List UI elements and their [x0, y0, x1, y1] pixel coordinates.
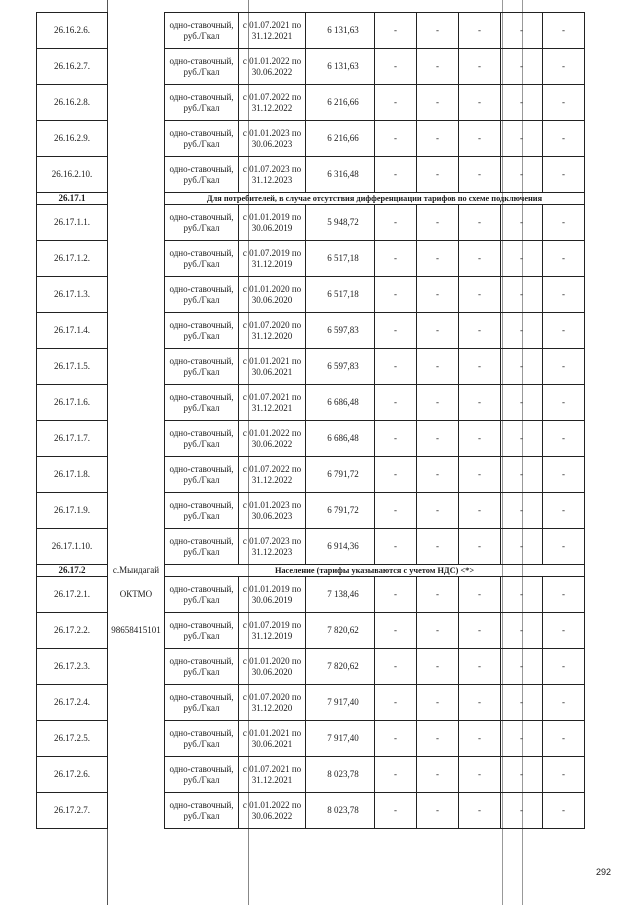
rate-type-cell: одно-ставочный, руб./Гкал — [165, 241, 239, 277]
rate-type-cell: одно-ставочный, руб./Гкал — [165, 793, 239, 829]
empty-value-cell: - — [501, 529, 543, 565]
empty-value-cell: - — [459, 13, 501, 49]
empty-value-cell: - — [501, 313, 543, 349]
section-row — [37, 193, 585, 205]
empty-value-cell: - — [501, 349, 543, 385]
rate-type-cell: одно-ставочный, руб./Гкал — [165, 457, 239, 493]
empty-value-cell: - — [459, 241, 501, 277]
empty-value-cell: - — [417, 13, 459, 49]
empty-value-cell: - — [501, 13, 543, 49]
section-title: Население (тарифы указываются с учетом НДС) <*> — [165, 565, 585, 577]
row-code: 26.17.1.3. — [37, 277, 108, 313]
tariff-row — [37, 121, 585, 157]
empty-value-cell: - — [417, 49, 459, 85]
municipality-cell — [108, 121, 165, 157]
empty-value-cell: - — [543, 277, 585, 313]
empty-value-cell: - — [417, 649, 459, 685]
empty-value-cell: - — [417, 493, 459, 529]
empty-value-cell: - — [375, 613, 417, 649]
tariff-value-cell: 6 131,63 — [306, 13, 375, 49]
period-cell: с 01.01.2022 по 30.06.2022 — [239, 49, 306, 85]
row-code: 26.16.2.6. — [37, 13, 108, 49]
row-code: 26.16.2.10. — [37, 157, 108, 193]
empty-value-cell: - — [543, 85, 585, 121]
municipality-cell — [108, 193, 165, 205]
empty-value-cell: - — [459, 649, 501, 685]
empty-value-cell: - — [459, 613, 501, 649]
empty-value-cell: - — [501, 577, 543, 613]
tariff-row — [37, 493, 585, 529]
empty-value-cell: - — [375, 13, 417, 49]
tariff-value-cell: 7 820,62 — [306, 613, 375, 649]
empty-value-cell: - — [417, 313, 459, 349]
tariff-row — [37, 241, 585, 277]
empty-value-cell: - — [501, 121, 543, 157]
municipality-cell: ОКТМО — [108, 577, 165, 613]
rate-type-cell: одно-ставочный, руб./Гкал — [165, 685, 239, 721]
empty-value-cell: - — [375, 721, 417, 757]
row-code: 26.17.2.4. — [37, 685, 108, 721]
rate-type-cell: одно-ставочный, руб./Гкал — [165, 349, 239, 385]
empty-value-cell: - — [543, 49, 585, 85]
empty-value-cell: - — [543, 493, 585, 529]
tariff-row — [37, 649, 585, 685]
tariff-value-cell: 7 917,40 — [306, 721, 375, 757]
row-code: 26.17.1.4. — [37, 313, 108, 349]
municipality-cell — [108, 493, 165, 529]
empty-value-cell: - — [459, 529, 501, 565]
empty-value-cell: - — [375, 349, 417, 385]
tariff-row — [37, 793, 585, 829]
tariff-value-cell: 8 023,78 — [306, 757, 375, 793]
row-code: 26.16.2.9. — [37, 121, 108, 157]
empty-value-cell: - — [417, 685, 459, 721]
municipality-cell — [108, 205, 165, 241]
page-number: 292 — [596, 867, 612, 877]
empty-value-cell: - — [459, 205, 501, 241]
municipality-cell: с.Мыидагай — [108, 565, 165, 577]
tariff-table — [36, 12, 585, 829]
rate-type-cell: одно-ставочный, руб./Гкал — [165, 205, 239, 241]
empty-value-cell: - — [375, 121, 417, 157]
empty-value-cell: - — [501, 205, 543, 241]
row-code: 26.17.2.5. — [37, 721, 108, 757]
empty-value-cell: - — [543, 421, 585, 457]
row-code: 26.17.1.10. — [37, 529, 108, 565]
period-cell: с 01.01.2022 по 30.06.2022 — [239, 421, 306, 457]
period-cell: с 01.07.2023 по 31.12.2023 — [239, 157, 306, 193]
tariff-value-cell: 6 597,83 — [306, 349, 375, 385]
rate-type-cell: одно-ставочный, руб./Гкал — [165, 385, 239, 421]
empty-value-cell: - — [459, 313, 501, 349]
empty-value-cell: - — [417, 721, 459, 757]
empty-value-cell: - — [459, 793, 501, 829]
period-cell: с 01.01.2023 по 30.06.2023 — [239, 493, 306, 529]
empty-value-cell: - — [417, 205, 459, 241]
tariff-value-cell: 6 517,18 — [306, 277, 375, 313]
tariff-value-cell: 6 597,83 — [306, 313, 375, 349]
period-cell: с 01.01.2020 по 30.06.2020 — [239, 277, 306, 313]
row-code: 26.17.2.3. — [37, 649, 108, 685]
period-cell: с 01.01.2023 по 30.06.2023 — [239, 121, 306, 157]
row-code: 26.17.1.5. — [37, 349, 108, 385]
period-cell: с 01.01.2020 по 30.06.2020 — [239, 649, 306, 685]
rate-type-cell: одно-ставочный, руб./Гкал — [165, 421, 239, 457]
rate-type-cell: одно-ставочный, руб./Гкал — [165, 649, 239, 685]
tariff-row — [37, 577, 585, 613]
period-cell: с 01.07.2021 по 31.12.2021 — [239, 385, 306, 421]
empty-value-cell: - — [417, 793, 459, 829]
empty-value-cell: - — [459, 493, 501, 529]
empty-value-cell: - — [459, 457, 501, 493]
empty-value-cell: - — [501, 757, 543, 793]
period-cell: с 01.01.2019 по 30.06.2019 — [239, 577, 306, 613]
tariff-value-cell: 6 316,48 — [306, 157, 375, 193]
municipality-cell: 98658415101 — [108, 613, 165, 649]
empty-value-cell: - — [375, 85, 417, 121]
rate-type-cell: одно-ставочный, руб./Гкал — [165, 721, 239, 757]
empty-value-cell: - — [459, 349, 501, 385]
rate-type-cell: одно-ставочный, руб./Гкал — [165, 529, 239, 565]
section-title: Для потребителей, в случае отсутствия дифференциации тарифов по схеме подключения — [165, 193, 585, 205]
empty-value-cell: - — [375, 49, 417, 85]
tariff-row — [37, 685, 585, 721]
municipality-cell — [108, 721, 165, 757]
empty-value-cell: - — [543, 649, 585, 685]
empty-value-cell: - — [375, 685, 417, 721]
period-cell: с 01.01.2021 по 30.06.2021 — [239, 721, 306, 757]
empty-value-cell: - — [501, 685, 543, 721]
tariff-row — [37, 85, 585, 121]
tariff-value-cell: 7 820,62 — [306, 649, 375, 685]
empty-value-cell: - — [501, 49, 543, 85]
period-cell: с 01.07.2022 по 31.12.2022 — [239, 457, 306, 493]
empty-value-cell: - — [459, 277, 501, 313]
empty-value-cell: - — [459, 157, 501, 193]
tariff-table-body — [37, 13, 585, 829]
empty-value-cell: - — [543, 457, 585, 493]
tariff-row — [37, 205, 585, 241]
tariff-value-cell: 7 917,40 — [306, 685, 375, 721]
empty-value-cell: - — [543, 793, 585, 829]
tariff-value-cell: 8 023,78 — [306, 793, 375, 829]
period-cell: с 01.01.2019 по 30.06.2019 — [239, 205, 306, 241]
empty-value-cell: - — [459, 577, 501, 613]
empty-value-cell: - — [417, 241, 459, 277]
empty-value-cell: - — [375, 793, 417, 829]
period-cell: с 01.07.2023 по 31.12.2023 — [239, 529, 306, 565]
period-cell: с 01.07.2020 по 31.12.2020 — [239, 313, 306, 349]
municipality-cell — [108, 49, 165, 85]
empty-value-cell: - — [459, 421, 501, 457]
rate-type-cell: одно-ставочный, руб./Гкал — [165, 577, 239, 613]
empty-value-cell: - — [375, 421, 417, 457]
rate-type-cell: одно-ставочный, руб./Гкал — [165, 121, 239, 157]
row-code: 26.17.2.1. — [37, 577, 108, 613]
empty-value-cell: - — [501, 241, 543, 277]
rate-type-cell: одно-ставочный, руб./Гкал — [165, 157, 239, 193]
empty-value-cell: - — [543, 349, 585, 385]
empty-value-cell: - — [459, 85, 501, 121]
empty-value-cell: - — [543, 121, 585, 157]
empty-value-cell: - — [417, 157, 459, 193]
period-cell: с 01.07.2022 по 31.12.2022 — [239, 85, 306, 121]
row-code: 26.17.1.2. — [37, 241, 108, 277]
empty-value-cell: - — [417, 757, 459, 793]
rate-type-cell: одно-ставочный, руб./Гкал — [165, 757, 239, 793]
tariff-value-cell: 6 791,72 — [306, 493, 375, 529]
municipality-cell — [108, 349, 165, 385]
empty-value-cell: - — [543, 721, 585, 757]
rate-type-cell: одно-ставочный, руб./Гкал — [165, 13, 239, 49]
empty-value-cell: - — [501, 721, 543, 757]
period-cell: с 01.01.2022 по 30.06.2022 — [239, 793, 306, 829]
empty-value-cell: - — [375, 493, 417, 529]
municipality-cell — [108, 793, 165, 829]
empty-value-cell: - — [543, 205, 585, 241]
tariff-row — [37, 613, 585, 649]
empty-value-cell: - — [459, 685, 501, 721]
tariff-value-cell: 6 914,36 — [306, 529, 375, 565]
empty-value-cell: - — [417, 421, 459, 457]
municipality-cell — [108, 85, 165, 121]
empty-value-cell: - — [375, 277, 417, 313]
tariff-value-cell: 6 216,66 — [306, 121, 375, 157]
row-code: 26.17.1.7. — [37, 421, 108, 457]
row-code: 26.17.2.6. — [37, 757, 108, 793]
municipality-cell — [108, 457, 165, 493]
empty-value-cell: - — [375, 313, 417, 349]
tariff-row — [37, 529, 585, 565]
municipality-cell — [108, 277, 165, 313]
empty-value-cell: - — [417, 85, 459, 121]
empty-value-cell: - — [375, 205, 417, 241]
empty-value-cell: - — [375, 577, 417, 613]
municipality-cell — [108, 313, 165, 349]
tariff-value-cell: 6 791,72 — [306, 457, 375, 493]
empty-value-cell: - — [501, 421, 543, 457]
empty-value-cell: - — [501, 277, 543, 313]
empty-value-cell: - — [417, 529, 459, 565]
rate-type-cell: одно-ставочный, руб./Гкал — [165, 313, 239, 349]
rate-type-cell: одно-ставочный, руб./Гкал — [165, 613, 239, 649]
empty-value-cell: - — [417, 385, 459, 421]
empty-value-cell: - — [543, 577, 585, 613]
empty-value-cell: - — [375, 457, 417, 493]
empty-value-cell: - — [375, 649, 417, 685]
row-code: 26.16.2.7. — [37, 49, 108, 85]
empty-value-cell: - — [375, 241, 417, 277]
empty-value-cell: - — [459, 757, 501, 793]
tariff-row — [37, 313, 585, 349]
row-code: 26.17.1.1. — [37, 205, 108, 241]
tariff-value-cell: 5 948,72 — [306, 205, 375, 241]
municipality-cell — [108, 757, 165, 793]
tariff-row — [37, 757, 585, 793]
municipality-cell — [108, 385, 165, 421]
row-code: 26.17.1.9. — [37, 493, 108, 529]
row-code: 26.17.1.6. — [37, 385, 108, 421]
section-code: 26.17.1 — [37, 193, 108, 205]
tariff-value-cell: 6 517,18 — [306, 241, 375, 277]
section-code: 26.17.2 — [37, 565, 108, 577]
tariff-row — [37, 277, 585, 313]
empty-value-cell: - — [543, 685, 585, 721]
empty-value-cell: - — [543, 241, 585, 277]
empty-value-cell: - — [459, 121, 501, 157]
tariff-row — [37, 721, 585, 757]
row-code: 26.16.2.8. — [37, 85, 108, 121]
empty-value-cell: - — [543, 157, 585, 193]
row-code: 26.17.2.7. — [37, 793, 108, 829]
municipality-cell — [108, 529, 165, 565]
row-code: 26.17.2.2. — [37, 613, 108, 649]
empty-value-cell: - — [375, 385, 417, 421]
empty-value-cell: - — [543, 13, 585, 49]
tariff-row — [37, 13, 585, 49]
section-row — [37, 565, 585, 577]
empty-value-cell: - — [417, 577, 459, 613]
empty-value-cell: - — [417, 349, 459, 385]
empty-value-cell: - — [459, 49, 501, 85]
rate-type-cell: одно-ставочный, руб./Гкал — [165, 49, 239, 85]
period-cell: с 01.01.2021 по 30.06.2021 — [239, 349, 306, 385]
tariff-row — [37, 421, 585, 457]
empty-value-cell: - — [417, 613, 459, 649]
period-cell: с 01.07.2019 по 31.12.2019 — [239, 241, 306, 277]
municipality-cell — [108, 685, 165, 721]
empty-value-cell: - — [375, 157, 417, 193]
rate-type-cell: одно-ставочный, руб./Гкал — [165, 493, 239, 529]
period-cell: с 01.07.2021 по 31.12.2021 — [239, 13, 306, 49]
empty-value-cell: - — [543, 385, 585, 421]
tariff-value-cell: 6 686,48 — [306, 385, 375, 421]
municipality-cell — [108, 157, 165, 193]
empty-value-cell: - — [501, 157, 543, 193]
empty-value-cell: - — [543, 757, 585, 793]
empty-value-cell: - — [375, 757, 417, 793]
empty-value-cell: - — [501, 493, 543, 529]
period-cell: с 01.07.2019 по 31.12.2019 — [239, 613, 306, 649]
empty-value-cell: - — [501, 613, 543, 649]
empty-value-cell: - — [501, 385, 543, 421]
municipality-cell — [108, 13, 165, 49]
empty-value-cell: - — [417, 457, 459, 493]
empty-value-cell: - — [543, 613, 585, 649]
tariff-row — [37, 157, 585, 193]
empty-value-cell: - — [501, 85, 543, 121]
municipality-cell — [108, 241, 165, 277]
rate-type-cell: одно-ставочный, руб./Гкал — [165, 85, 239, 121]
tariff-value-cell: 7 138,46 — [306, 577, 375, 613]
empty-value-cell: - — [543, 313, 585, 349]
municipality-cell — [108, 421, 165, 457]
empty-value-cell: - — [459, 721, 501, 757]
municipality-cell — [108, 649, 165, 685]
empty-value-cell: - — [417, 277, 459, 313]
tariff-row — [37, 349, 585, 385]
empty-value-cell: - — [501, 793, 543, 829]
empty-value-cell: - — [459, 385, 501, 421]
empty-value-cell: - — [375, 529, 417, 565]
tariff-value-cell: 6 216,66 — [306, 85, 375, 121]
empty-value-cell: - — [501, 457, 543, 493]
tariff-row — [37, 49, 585, 85]
tariff-row — [37, 457, 585, 493]
period-cell: с 01.07.2021 по 31.12.2021 — [239, 757, 306, 793]
empty-value-cell: - — [501, 649, 543, 685]
empty-value-cell: - — [543, 529, 585, 565]
row-code: 26.17.1.8. — [37, 457, 108, 493]
tariff-row — [37, 385, 585, 421]
tariff-value-cell: 6 131,63 — [306, 49, 375, 85]
rate-type-cell: одно-ставочный, руб./Гкал — [165, 277, 239, 313]
empty-value-cell: - — [417, 121, 459, 157]
tariff-value-cell: 6 686,48 — [306, 421, 375, 457]
period-cell: с 01.07.2020 по 31.12.2020 — [239, 685, 306, 721]
